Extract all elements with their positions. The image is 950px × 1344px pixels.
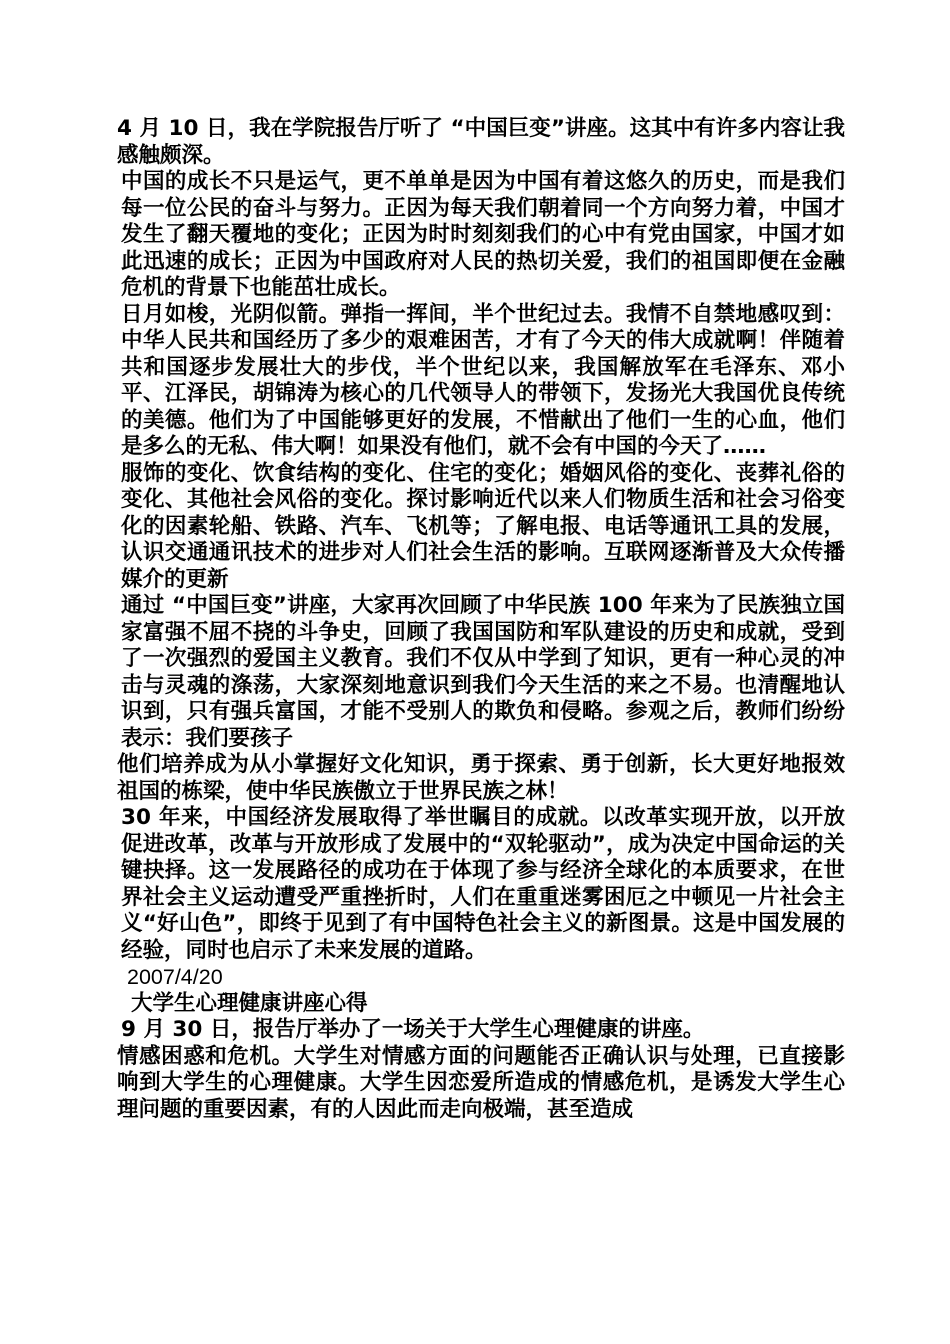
paragraph-reform: 30 年来，中国经济发展取得了举世瞩目的成就。以改革实现开放，以开放促进改革，改革与开放形成了发展中的“双轮驱动”，成为决定中国命运的关键抉择。这一发展路径的成功在于体现了参与经济全球化的本质要求，在世界社会主义运动遭受严重挫折时，人们在重重迷雾困厄之中顿见一片社会主义“好山色”，即终于见到了有中国特色社会主义的新图景。这是中国发展的经验，同时也启示了未来发展的道路。 xyxy=(121,805,845,963)
paragraph-intro: 4 月 10 日，我在学院报告厅听了 “中国巨变”讲座。这其中有许多内容让我感触颇深。 xyxy=(117,116,845,168)
paragraph-psych-intro: 9 月 30 日，报告厅举办了一场关于大学生心理健康的讲座。 xyxy=(121,1017,705,1042)
paragraph-social-change: 服饰的变化、饮食结构的变化、住宅的变化；婚姻风俗的变化、丧葬礼俗的变化、其他社会风俗的变化。探讨影响近代以来人们物质生活和社会习俗变化的因素轮船、铁路、汽车、飞机等；了解电报、电话等通讯工具的发展，认识交通通讯技术的进步对人们社会生活的影响。互联网逐渐普及大众传播媒介的更新 xyxy=(121,460,845,592)
paragraph-lecture-review: 通过 “中国巨变”讲座，大家再次回顾了中华民族 100 年来为了民族独立国家富强不屈不挠的斗争史，回顾了我国国防和军队建设的历史和成就，受到了一次强烈的爱国主义教育。我们不仅从中学到了知识，更有一种心灵的冲击与灵魂的涤荡，大家深刻地意识到我们今天生活的来之不易。也清醒地认识到，只有强兵富国，才能不受别人的欺负和侵略。参观之后，教师们纷纷表示：我们要孩子 xyxy=(121,593,845,751)
section-subtitle: 大学生心理健康讲座心得 xyxy=(131,990,368,1016)
paragraph-children: 他们培养成为从小掌握好文化知识，勇于探索、勇于创新，长大更好地报效祖国的栋梁，使中华民族傲立于世界民族之林！ xyxy=(117,752,845,804)
document-page xyxy=(117,116,845,1123)
paragraph-psych-emotion: 情感困惑和危机。大学生对情感方面的问题能否正确认识与处理，已直接影响到大学生的心理健康。大学生因恋爱所造成的情感危机，是诱发大学生心理问题的重要因素，有的人因此而走向极端，甚至造成 xyxy=(117,1043,845,1122)
paragraph-growth: 中国的成长不只是运气，更不单单是因为中国有着这悠久的历史，而是我们每一位公民的奋斗与努力。正因为每天我们朝着同一个方向努力着，中国才发生了翻天覆地的变化；正因为时时刻刻我们的心中有党由国家，中国才如此迅速的成长；正因为中国政府对人民的热切关爱，我们的祖国即便在金融危机的背景下也能茁壮成长。 xyxy=(121,169,845,300)
paragraph-history: 日月如梭，光阴似箭。弹指一挥间，半个世纪过去。我情不自禁地感叹到：中华人民共和国经历了多少的艰难困苦，才有了今天的伟大成就啊！伴随着共和国逐步发展壮大的步伐，半个世纪以来，我国解放军在毛泽东、邓小平、江泽民，胡锦涛为核心的几代领导人的带领下，发扬光大我国优良传统的美德。他们为了中国能够更好的发展，不惜献出了他们一生的心血，他们是多么的无私、伟大啊！如果没有他们，就不会有中国的今天了…… xyxy=(121,301,845,459)
document-date: 2007/4/20 xyxy=(127,965,223,989)
